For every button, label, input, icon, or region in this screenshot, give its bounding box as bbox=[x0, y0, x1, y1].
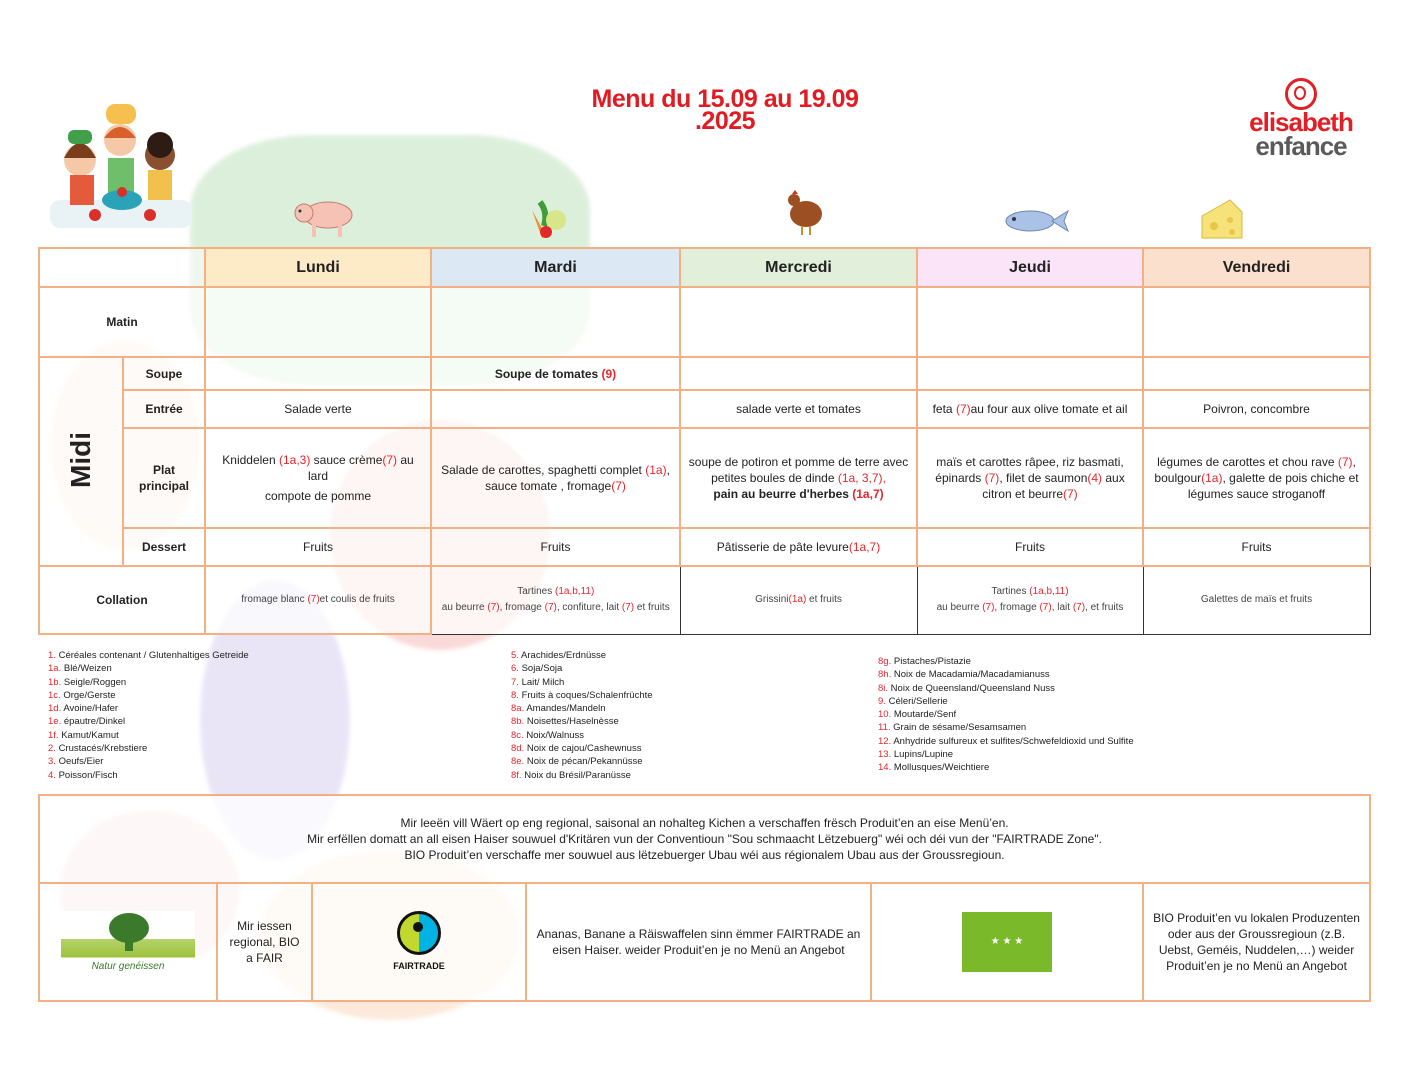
table-row-collation bbox=[39, 566, 1370, 634]
legend-item: 9. Céleri/Sellerie bbox=[878, 695, 948, 707]
legend-item: 11. Grain de sésame/Sesamsamen bbox=[878, 722, 1027, 734]
table-row-dessert bbox=[39, 528, 1370, 566]
chicken-icon bbox=[784, 190, 826, 245]
legend-item: 8. Fruits à coques/Schalenfrüchte bbox=[511, 689, 653, 701]
cell-dessert-mardi: Fruits bbox=[431, 528, 680, 566]
vegetables-icon bbox=[528, 200, 568, 249]
allergen-legend-col1 bbox=[48, 649, 249, 782]
legend-item: 1c. Orge/Gerste bbox=[48, 689, 116, 701]
cell-dessert-lundi: Fruits bbox=[205, 528, 431, 566]
row-label-midi: Midi bbox=[39, 357, 123, 566]
day-header-mercredi: Mercredi bbox=[680, 248, 917, 287]
cell-collation-lundi: fromage blanc (7)et coulis de fruits bbox=[205, 566, 431, 634]
table-row-matin bbox=[39, 287, 1370, 357]
cell-soupe-vendredi bbox=[1143, 357, 1370, 390]
legend-item: 8g. Pistaches/Pistazie bbox=[878, 656, 971, 667]
cell-entree-mardi bbox=[431, 390, 680, 428]
cell-collation-vendredi: Galettes de maïs et fruits bbox=[1143, 566, 1370, 634]
cell-plat-mercredi: soupe de potiron et pomme de terre avec petites boules de dinde (1a, 3,7), pain au beurre d'herbes (1a,7) bbox=[680, 428, 917, 528]
legend-item: 12. Anhydride sulfureux et sulfites/Schwefeldioxid und Sulfite bbox=[878, 735, 1134, 747]
row-label-collation: Collation bbox=[39, 566, 205, 634]
footer-labels-row bbox=[39, 883, 1370, 1001]
fairtrade-logo: FAIRTRADE bbox=[312, 883, 526, 1001]
legend-item: 1. Céréales contenant / Glutenhaltiges Getreide bbox=[48, 650, 249, 661]
cell-matin-lundi bbox=[205, 287, 431, 357]
cell-soupe-lundi bbox=[205, 357, 431, 390]
sustainability-statement: Mir leeën vill Wäert op eng regional, saisonal an nohalteg Kichen a verschaffen frësch Produit’en an eise Menü’en. Mir erfëllen domatt an all eisen Haiser souwuel d'Kritären vun der Conventioun "Sou schmaacht Lëtzebuerg" wéi och déi vun der "FAIRTRADE Zone". BIO Produit’en verschaffe mer souwuel aus lëtzebuerger Ubau wéi aus régionalem Ubau aus der Groussregioun. bbox=[39, 795, 1370, 883]
allergen-legend-col3 bbox=[878, 655, 1134, 775]
weekly-menu-table bbox=[38, 247, 1371, 635]
legend-item: 5. Arachides/Erdnüsse bbox=[511, 650, 607, 661]
cell-plat-mardi: Salade de carottes, spaghetti complet (1a), sauce tomate , fromage(7) bbox=[431, 428, 680, 528]
table-row-entree bbox=[39, 390, 1370, 428]
row-label-dessert: Dessert bbox=[123, 528, 205, 566]
cell-plat-vendredi: légumes de carottes et chou rave (7), boulgour(1a), galette de pois chiche et légumes sauce stroganoff bbox=[1143, 428, 1370, 528]
day-header-jeudi: Jeudi bbox=[917, 248, 1143, 287]
cell-entree-lundi: Salade verte bbox=[205, 390, 431, 428]
footer-statement-row bbox=[39, 795, 1370, 883]
legend-item: 8a. Amandes/Mandeln bbox=[511, 703, 606, 715]
sustainability-footer bbox=[38, 794, 1371, 1002]
legend-item: 8i. Noix de Queensland/Queensland Nuss bbox=[878, 682, 1055, 694]
regional-bio-fair-text: Mir iessen regional, BIO a FAIR bbox=[217, 883, 312, 1001]
row-label-entree: Entrée bbox=[123, 390, 205, 428]
legend-item: 1f. Kamut/Kamut bbox=[48, 729, 119, 741]
legend-item: 8h. Noix de Macadamia/Macadamianuss bbox=[878, 669, 1050, 681]
cell-collation-jeudi: Tartines (1a,b,11) au beurre (7), fromage (7), lait (7), et fruits bbox=[917, 566, 1143, 634]
rose-icon bbox=[1285, 78, 1317, 110]
cell-entree-mercredi: salade verte et tomates bbox=[680, 390, 917, 428]
cell-plat-jeudi: maïs et carottes râpee, riz basmati, épinards (7), filet de saumon(4) aux citron et beurre(7) bbox=[917, 428, 1143, 528]
cell-dessert-jeudi: Fruits bbox=[917, 528, 1143, 566]
cell-soupe-mardi: Soupe de tomates (9) bbox=[431, 357, 680, 390]
legend-item: 1b. Seigle/Roggen bbox=[48, 676, 127, 688]
day-header-mardi: Mardi bbox=[431, 248, 680, 287]
cell-plat-lundi: Kniddelen (1a,3) sauce crème(7) au lard compote de pomme bbox=[205, 428, 431, 528]
legend-item: 7. Lait/ Milch bbox=[511, 676, 565, 688]
legend-item: 10. Moutarde/Senf bbox=[878, 709, 957, 721]
page-title: Menu du 15.09 au 19.09 .2025 bbox=[591, 85, 859, 135]
cell-matin-mercredi bbox=[680, 287, 917, 357]
corner-cell bbox=[39, 248, 205, 287]
eu-organic-logo bbox=[871, 883, 1143, 1001]
kids-cooking-illustration bbox=[50, 100, 192, 230]
legend-item: 3. Oeufs/Eier bbox=[48, 756, 104, 768]
allergen-legend-col2 bbox=[511, 649, 653, 782]
legend-item: 4. Poisson/Fisch bbox=[48, 769, 118, 781]
fairtrade-icon bbox=[397, 911, 441, 955]
cell-matin-vendredi bbox=[1143, 287, 1370, 357]
table-row-plat bbox=[39, 428, 1370, 528]
legend-item: 1d. Avoine/Hafer bbox=[48, 703, 119, 715]
cell-soupe-jeudi bbox=[917, 357, 1143, 390]
day-header-lundi: Lundi bbox=[205, 248, 431, 287]
legend-item: 6. Soja/Soja bbox=[511, 663, 563, 675]
cell-collation-mardi: Tartines (1a,b,11) au beurre (7), fromage (7), confiture, lait (7) et fruits bbox=[431, 566, 680, 634]
legend-item: 8b. Noisettes/Haselnèsse bbox=[511, 716, 619, 728]
cell-entree-jeudi: feta (7)au four aux olive tomate et ail bbox=[917, 390, 1143, 428]
row-label-soupe: Soupe bbox=[123, 357, 205, 390]
cell-entree-vendredi: Poivron, concombre bbox=[1143, 390, 1370, 428]
fairtrade-products-text: Ananas, Banane a Räiswaffelen sinn ëmmer FAIRTRADE an eisen Haiser. weider Produit’en je no Menü an Angebot bbox=[526, 883, 871, 1001]
legend-item: 1e. épautre/Dinkel bbox=[48, 716, 126, 728]
legend-item: 1a. Blé/Weizen bbox=[48, 663, 112, 675]
day-header-vendredi: Vendredi bbox=[1143, 248, 1370, 287]
legend-item: 8f. Noix du Brésil/Paranüsse bbox=[511, 769, 631, 781]
cheese-icon bbox=[1200, 198, 1244, 249]
legend-item: 2. Crustacés/Krebstiere bbox=[48, 743, 148, 755]
cell-matin-jeudi bbox=[917, 287, 1143, 357]
cell-dessert-mercredi: Pâtisserie de pâte levure(1a,7) bbox=[680, 528, 917, 566]
cell-collation-mercredi: Grissini(1a) et fruits bbox=[680, 566, 917, 634]
fish-icon bbox=[1004, 204, 1070, 244]
pig-icon bbox=[292, 195, 358, 248]
legend-item: 8c. Noix/Walnuss bbox=[511, 729, 585, 741]
row-label-plat-principal: Plat principal bbox=[123, 428, 205, 528]
legend-item: 8e. Noix de pécan/Pekannüsse bbox=[511, 756, 643, 768]
bio-products-text: BIO Produit’en vu lokalen Produzenten oder aus der Groussregioun (z.B. Uebst, Geméis, Nuddelen,…) weider Produit’en je no Menü an Angebot bbox=[1143, 883, 1370, 1001]
eu-organic-leaf-icon: ★ ★ ★ bbox=[962, 912, 1052, 972]
legend-item: 14. Mollusques/Weichtiere bbox=[878, 762, 990, 774]
cell-dessert-vendredi: Fruits bbox=[1143, 528, 1370, 566]
cell-soupe-mercredi bbox=[680, 357, 917, 390]
row-label-matin: Matin bbox=[39, 287, 205, 357]
elisabeth-enfance-logo: elisabeth enfance bbox=[1236, 78, 1366, 158]
legend-item: 13. Lupins/Lupine bbox=[878, 749, 954, 761]
table-row-soupe bbox=[39, 357, 1370, 390]
cell-matin-mardi bbox=[431, 287, 680, 357]
natur-geneissen-logo: Natur genéissen bbox=[39, 883, 217, 1001]
table-header-row bbox=[39, 248, 1370, 287]
legend-item: 8d. Noix de cajou/Cashewnuss bbox=[511, 743, 642, 755]
